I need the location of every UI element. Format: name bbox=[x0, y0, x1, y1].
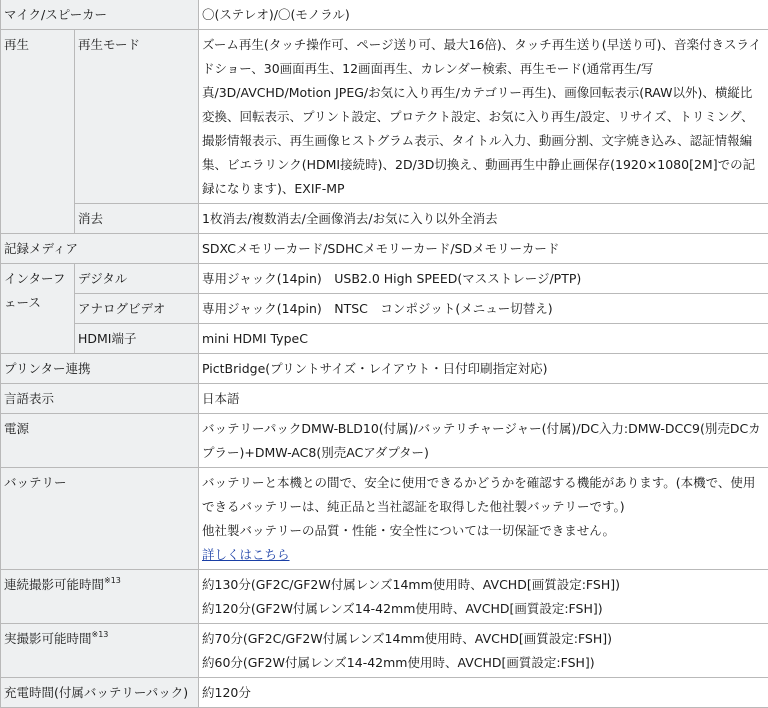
digital-label: デジタル bbox=[75, 264, 199, 294]
row-printer bbox=[1, 354, 768, 384]
actual-label bbox=[1, 624, 199, 678]
battery-value bbox=[199, 468, 768, 570]
continuous-label bbox=[1, 570, 199, 624]
actual-line-1: 約70分(GF2C/GF2W付属レンズ14mm使用時、AVCHD[画質設定:FSH]) bbox=[202, 627, 764, 651]
delete-label: 消去 bbox=[75, 204, 199, 234]
row-media bbox=[1, 234, 768, 264]
row-playback-mode bbox=[1, 30, 768, 204]
power-label: 電源 bbox=[1, 414, 199, 468]
continuous-label-text: 連続撮影可能時間 bbox=[4, 577, 104, 592]
actual-label-text: 実撮影可能時間 bbox=[4, 631, 92, 646]
battery-text-1: バッテリーと本機との間で、安全に使用できるかどうかを確認する機能があります。(本機で、使用できるバッテリーは、純正品と当社認証を取得した他社製バッテリーです。) bbox=[202, 471, 764, 519]
power-value: バッテリーパックDMW-BLD10(付属)/バッテリチャージャー(付属)/DC入力:DMW-DCC9(別売DCカプラー)+DMW-AC8(別売ACアダプター) bbox=[199, 414, 768, 468]
actual-line-2: 約60分(GF2W付属レンズ14-42mm使用時、AVCHD[画質設定:FSH]) bbox=[202, 651, 764, 675]
row-battery bbox=[1, 468, 768, 570]
row-power bbox=[1, 414, 768, 468]
media-value: SDXCメモリーカード/SDHCメモリーカード/SDメモリーカード bbox=[199, 234, 768, 264]
playback-mode-label: 再生モード bbox=[75, 30, 199, 204]
battery-text-2: 他社製バッテリーの品質・性能・安全性については一切保証できません。 bbox=[202, 519, 764, 543]
actual-value bbox=[199, 624, 768, 678]
row-mic bbox=[1, 0, 768, 30]
delete-value: 1枚消去/複数消去/全画像消去/お気に入り以外全消去 bbox=[199, 204, 768, 234]
mic-label: マイク/スピーカー bbox=[1, 0, 199, 30]
analog-value: 専用ジャック(14pin) NTSC コンポジット(メニュー切替え) bbox=[199, 294, 768, 324]
playback-mode-value: ズーム再生(タッチ操作可、ページ送り可、最大16倍)、タッチ再生送り(早送り可)、音楽付きスライドショー、30画面再生、12画面再生、カレンダー検索、再生モード(通常再生/写真/3D/AVCHD/Motion JPEG/お気に入り再生/カテゴリー再生)、画像回転表示(RAW以外)、横縦比変換、回転表示、プリント設定、プロテクト設定、お気に入り再生/設定、リサイズ、トリミング、撮影情報表示、再生画像ヒストグラム表示、タイトル入力、動画分割、文字焼き込み、認証情報編集、ビエラリンク(HDMI接続時)、2D/3D切換え、動画再生中静止画保存(1920×1080[2M]での記録になります)、EXIF-MP bbox=[199, 30, 768, 204]
row-interface-digital bbox=[1, 264, 768, 294]
row-interface-hdmi bbox=[1, 324, 768, 354]
row-actual bbox=[1, 624, 768, 678]
language-value: 日本語 bbox=[199, 384, 768, 414]
continuous-value bbox=[199, 570, 768, 624]
row-charge bbox=[1, 678, 768, 708]
row-language bbox=[1, 384, 768, 414]
row-delete bbox=[1, 204, 768, 234]
media-label: 記録メディア bbox=[1, 234, 199, 264]
mic-value: 〇(ステレオ)/〇(モノラル) bbox=[199, 0, 768, 30]
language-label: 言語表示 bbox=[1, 384, 199, 414]
playback-label: 再生 bbox=[1, 30, 75, 234]
actual-note: ※13 bbox=[92, 630, 109, 639]
charge-value: 約120分 bbox=[199, 678, 768, 708]
charge-label: 充電時間(付属バッテリーパック) bbox=[1, 678, 199, 708]
row-interface-analog bbox=[1, 294, 768, 324]
hdmi-label: HDMI端子 bbox=[75, 324, 199, 354]
continuous-line-1: 約130分(GF2C/GF2W付属レンズ14mm使用時、AVCHD[画質設定:FSH]) bbox=[202, 573, 764, 597]
digital-value: 専用ジャック(14pin) USB2.0 High SPEED(マスストレージ/PTP) bbox=[199, 264, 768, 294]
continuous-line-2: 約120分(GF2W付属レンズ14-42mm使用時、AVCHD[画質設定:FSH]) bbox=[202, 597, 764, 621]
interface-label: インターフェース bbox=[1, 264, 75, 354]
printer-label: プリンター連携 bbox=[1, 354, 199, 384]
hdmi-value: mini HDMI TypeC bbox=[199, 324, 768, 354]
row-continuous bbox=[1, 570, 768, 624]
analog-label: アナログビデオ bbox=[75, 294, 199, 324]
battery-details-link[interactable]: 詳しくはこちら bbox=[202, 547, 290, 562]
printer-value: PictBridge(プリントサイズ・レイアウト・日付印刷指定対応) bbox=[199, 354, 768, 384]
continuous-note: ※13 bbox=[104, 576, 121, 585]
battery-label: バッテリー bbox=[1, 468, 199, 570]
